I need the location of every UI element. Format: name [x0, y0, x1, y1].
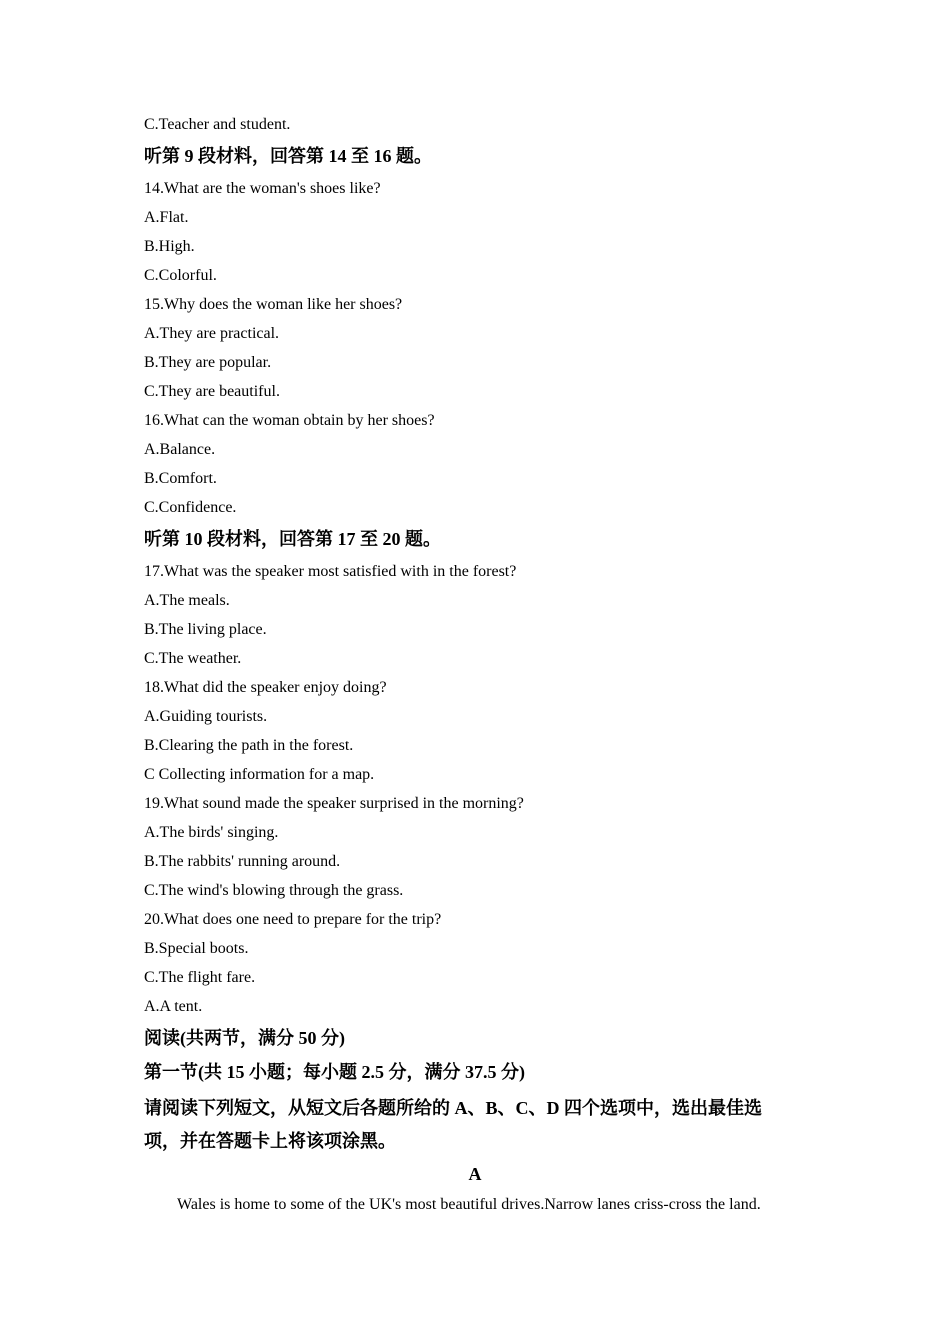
- option-19c: C.The wind's blowing through the grass.: [144, 882, 404, 899]
- section-heading-9: 听第 9 段材料，回答第 14 至 16 题。: [144, 146, 432, 166]
- question-20: 20.What does one need to prepare for the trip?: [144, 911, 442, 928]
- option-20c: C.The flight fare.: [144, 969, 256, 986]
- option-18c: C Collecting information for a map.: [144, 766, 375, 783]
- option-14b: B.High.: [144, 238, 195, 255]
- option-20a: A.A tent.: [144, 998, 203, 1015]
- instructions-line-2: 项，并在答题卡上将该项涂黑。: [144, 1131, 396, 1151]
- option-14c: C.Colorful.: [144, 267, 217, 284]
- part-one-heading: 第一节(共 15 小题；每小题 2.5 分，满分 37.5 分): [144, 1062, 525, 1082]
- option-16a: A.Balance.: [144, 441, 216, 458]
- reading-section-heading: 阅读(共两节，满分 50 分): [144, 1028, 345, 1048]
- option-19a: A.The birds' singing.: [144, 824, 279, 841]
- option-19b: B.The rabbits' running around.: [144, 853, 341, 870]
- option-15b: B.They are popular.: [144, 354, 272, 371]
- question-16: 16.What can the woman obtain by her shoes?: [144, 412, 435, 429]
- option-17b: B.The living place.: [144, 621, 267, 638]
- instructions-line-1: 请阅读下列短文，从短文后各题所给的 A、B、C、D 四个选项中，选出最佳选: [144, 1098, 762, 1118]
- option-13c: C.Teacher and student.: [144, 116, 291, 133]
- option-18b: B.Clearing the path in the forest.: [144, 737, 354, 754]
- question-14: 14.What are the woman's shoes like?: [144, 180, 381, 197]
- passage-first-line: Wales is home to some of the UK's most beautiful drives.Narrow lanes criss-cross the land.: [177, 1196, 761, 1213]
- section-heading-10: 听第 10 段材料，回答第 17 至 20 题。: [144, 529, 441, 549]
- option-18a: A.Guiding tourists.: [144, 708, 268, 725]
- option-17c: C.The weather.: [144, 650, 242, 667]
- passage-title: A: [468, 1164, 482, 1184]
- question-15: 15.Why does the woman like her shoes?: [144, 296, 403, 313]
- question-19: 19.What sound made the speaker surprised in the morning?: [144, 795, 524, 812]
- question-17: 17.What was the speaker most satisfied with in the forest?: [144, 563, 517, 580]
- question-18: 18.What did the speaker enjoy doing?: [144, 679, 387, 696]
- option-15a: A.They are practical.: [144, 325, 280, 342]
- option-20b: B.Special boots.: [144, 940, 249, 957]
- option-16b: B.Comfort.: [144, 470, 217, 487]
- option-14a: A.Flat.: [144, 209, 189, 226]
- option-17a: A.The meals.: [144, 592, 230, 609]
- option-16c: C.Confidence.: [144, 499, 237, 516]
- option-15c: C.They are beautiful.: [144, 383, 280, 400]
